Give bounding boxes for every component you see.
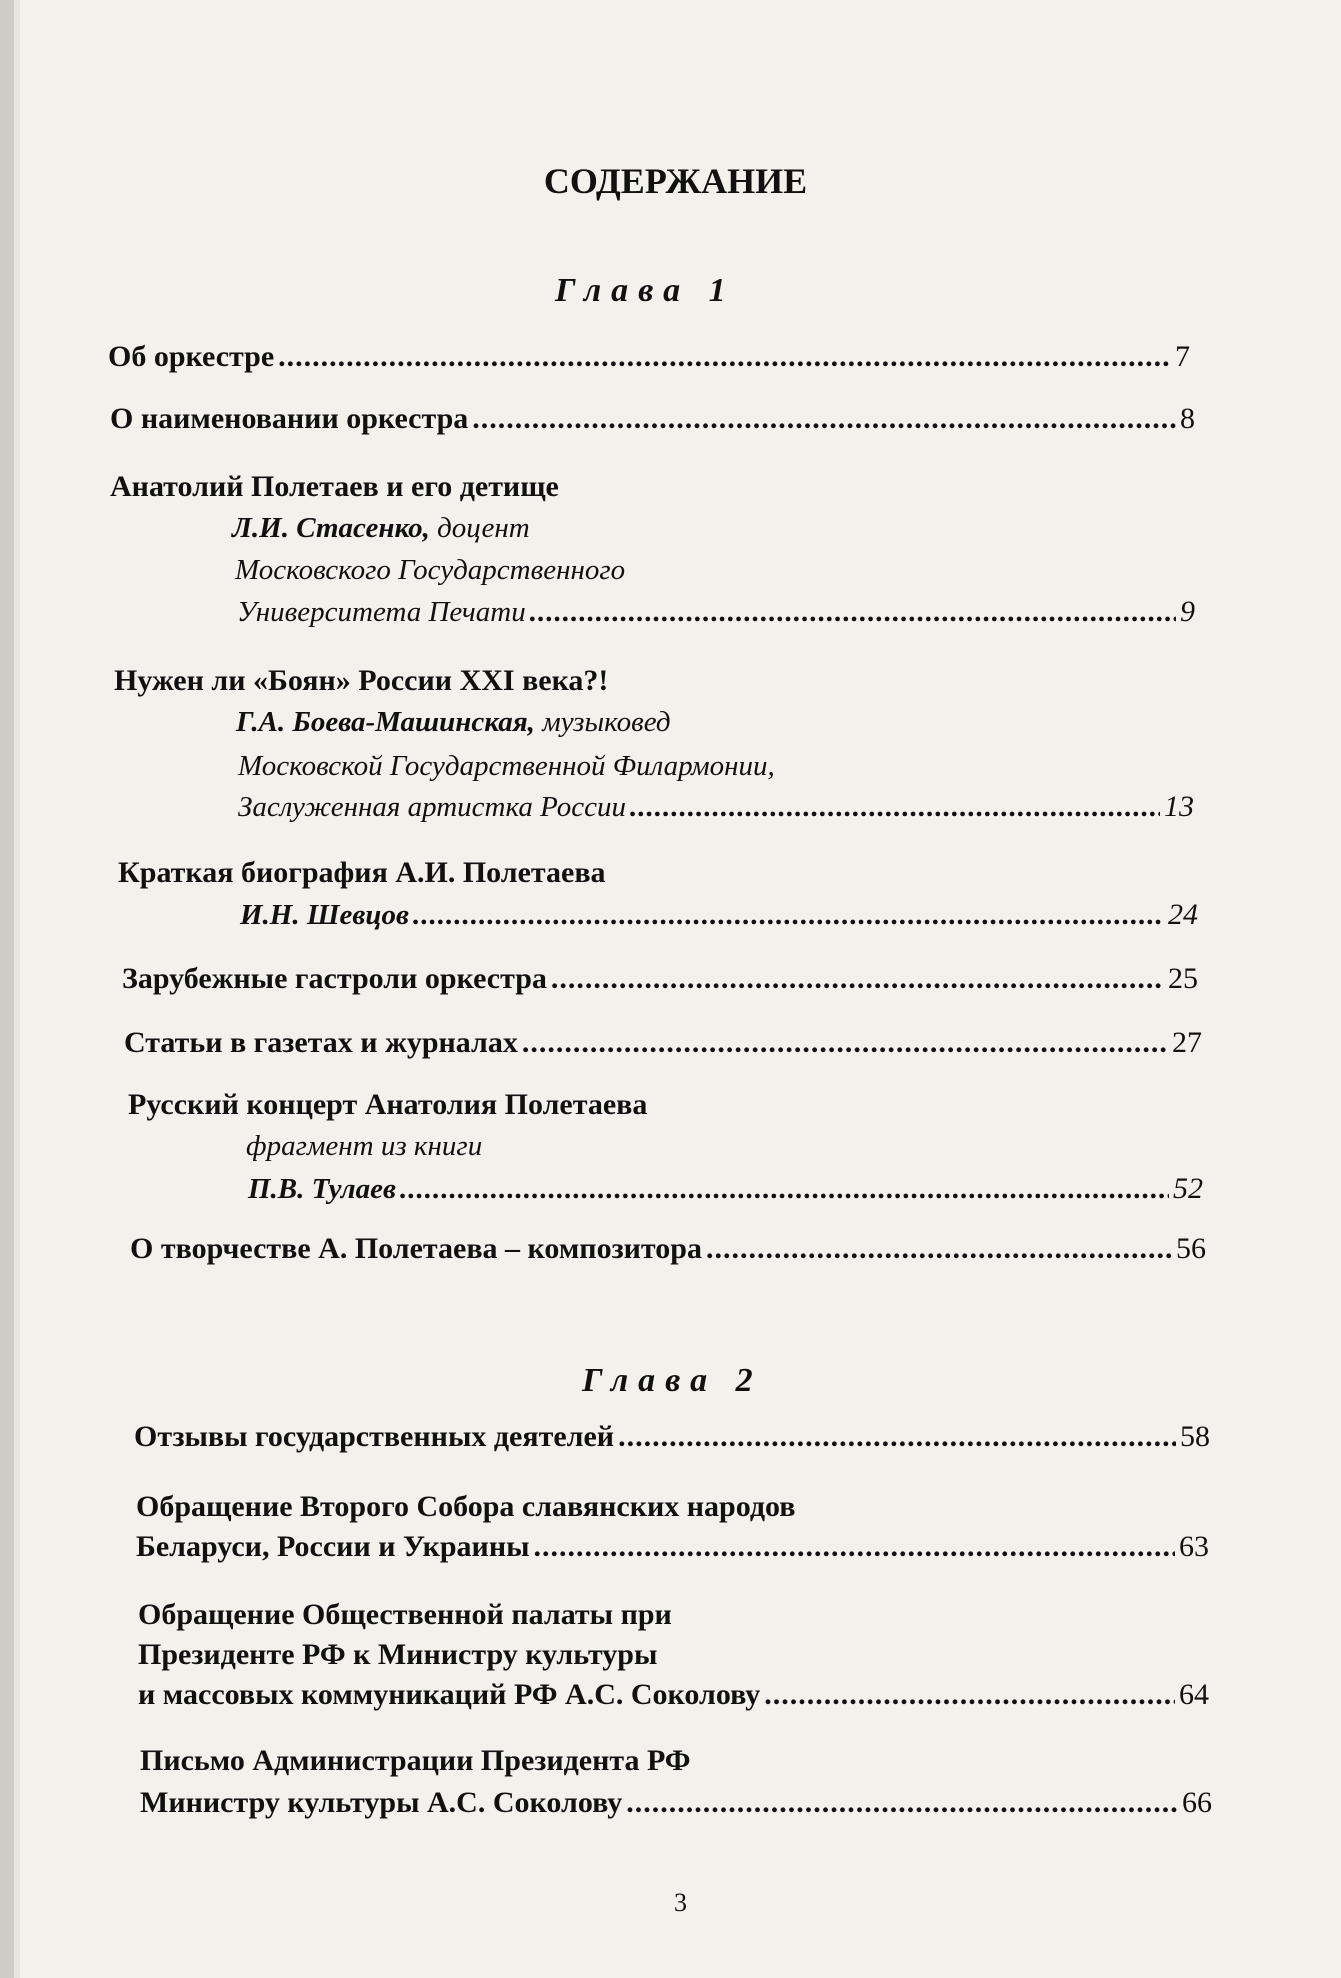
leader-dots	[626, 1786, 1178, 1820]
leader-dots	[472, 402, 1176, 436]
toc-entry-author	[232, 512, 530, 545]
author-role: музыковед	[534, 706, 671, 738]
toc-entry-about-orchestra[interactable]	[108, 340, 1190, 374]
toc-entry-title[interactable]: Нужен ли «Боян» России XXI века?!	[114, 664, 609, 697]
toc-entry-title[interactable]: Анатолий Полетаев и его детище	[110, 470, 559, 503]
toc-entry-author-affiliation: Московского Государственного	[235, 554, 626, 586]
toc-entry-composer-work[interactable]	[130, 1232, 1206, 1266]
toc-entry-title: О творчестве А. Полетаева – композитора	[130, 1232, 702, 1265]
toc-entry-title: Отзывы государственных деятелей	[134, 1420, 615, 1453]
toc-entry-page: 24	[1168, 898, 1198, 931]
toc-entry-press-articles[interactable]	[124, 1026, 1202, 1060]
toc-entry-title-line1[interactable]: Обращение Второго Собора славянских народов	[136, 1490, 796, 1523]
author-name: И.Н. Шевцов	[240, 899, 409, 931]
toc-entry-page: 7	[1175, 340, 1190, 373]
toc-entry-title: О наименовании оркестра	[110, 402, 469, 435]
toc-entry-page: 56	[1176, 1232, 1206, 1265]
toc-entry-page-line[interactable]	[238, 790, 1194, 824]
leader-dots	[522, 1026, 1168, 1060]
leader-dots	[413, 899, 1164, 932]
toc-entry-title: Статьи в газетах и журналах	[124, 1026, 518, 1059]
toc-entry-author-note: фрагмент из книги	[246, 1130, 483, 1162]
toc-entry-page: 27	[1172, 1026, 1202, 1059]
toc-entry-page: 13	[1164, 790, 1194, 823]
toc-entry-statesmen-reviews[interactable]	[134, 1420, 1210, 1454]
toc-entry-foreign-tours[interactable]	[122, 962, 1198, 996]
toc-entry-page: 58	[1180, 1420, 1210, 1453]
leader-dots	[530, 596, 1176, 629]
leader-dots	[618, 1420, 1176, 1454]
book-spine-edge	[14, 0, 20, 1978]
toc-entry-page: 64	[1179, 1678, 1209, 1711]
leader-dots	[551, 962, 1164, 996]
author-role: доцент	[429, 512, 530, 544]
leader-dots	[706, 1232, 1172, 1266]
toc-entry-author	[236, 706, 671, 739]
toc-entry-page: 52	[1173, 1172, 1203, 1205]
toc-entry-page-line[interactable]	[138, 1678, 1209, 1712]
toc-entry-title[interactable]: Краткая биография А.И. Полетаева	[118, 856, 606, 889]
leader-dots	[630, 791, 1160, 824]
toc-entry-title-line2: Президенте РФ к Министру культуры	[138, 1638, 658, 1671]
toc-entry-title: Об оркестре	[108, 340, 275, 373]
toc-entry-page: 63	[1179, 1530, 1209, 1563]
toc-entry-page-line[interactable]	[140, 1786, 1212, 1820]
toc-entry-title-line2: Министру культуры А.С. Соколову	[140, 1786, 623, 1819]
toc-entry-author-affiliation: Московской Государственной Филармонии,	[238, 750, 775, 782]
toc-entry-orchestra-name[interactable]	[110, 402, 1195, 436]
toc-entry-page: 25	[1168, 962, 1198, 995]
toc-entry-title-line1[interactable]: Обращение Общественной палаты при	[138, 1598, 672, 1631]
toc-entry-page-line[interactable]	[248, 1172, 1203, 1206]
toc-entry-title-line1[interactable]: Письмо Администрации Президента РФ	[140, 1744, 691, 1777]
leader-dots	[278, 340, 1171, 374]
author-name: Л.И. Стасенко,	[232, 512, 430, 544]
toc-entry-title-line2: Беларуси, России и Украины	[136, 1530, 530, 1563]
author-name: Г.А. Боева-Машинская,	[236, 706, 535, 738]
toc-entry-page: 9	[1180, 595, 1195, 628]
page-number: 3	[674, 1888, 687, 1917]
chapter-2-heading: Глава 2	[582, 1362, 763, 1399]
toc-entry-page-line[interactable]	[237, 595, 1195, 629]
chapter-1-heading: Глава 1	[555, 272, 736, 309]
toc-entry-page-line[interactable]	[136, 1530, 1209, 1564]
leader-dots	[534, 1530, 1175, 1564]
author-affiliation: Университета Печати	[237, 596, 526, 628]
toc-entry-title[interactable]: Русский концерт Анатолия Полетаева	[128, 1088, 648, 1121]
author-name: П.В. Тулаев	[248, 1173, 396, 1205]
toc-entry-title-line3: и массовых коммуникаций РФ А.С. Соколову	[138, 1678, 761, 1711]
toc-entry-page: 66	[1182, 1786, 1212, 1819]
toc-entry-page: 8	[1180, 402, 1195, 435]
toc-entry-page-line[interactable]	[240, 898, 1198, 932]
leader-dots	[764, 1678, 1175, 1712]
toc-entry-title: Зарубежные гастроли оркестра	[122, 962, 547, 995]
leader-dots	[400, 1173, 1169, 1206]
author-title: Заслуженная артистка России	[238, 791, 626, 823]
book-spine	[0, 0, 14, 1978]
toc-heading: СОДЕРЖАНИЕ	[543, 161, 808, 201]
